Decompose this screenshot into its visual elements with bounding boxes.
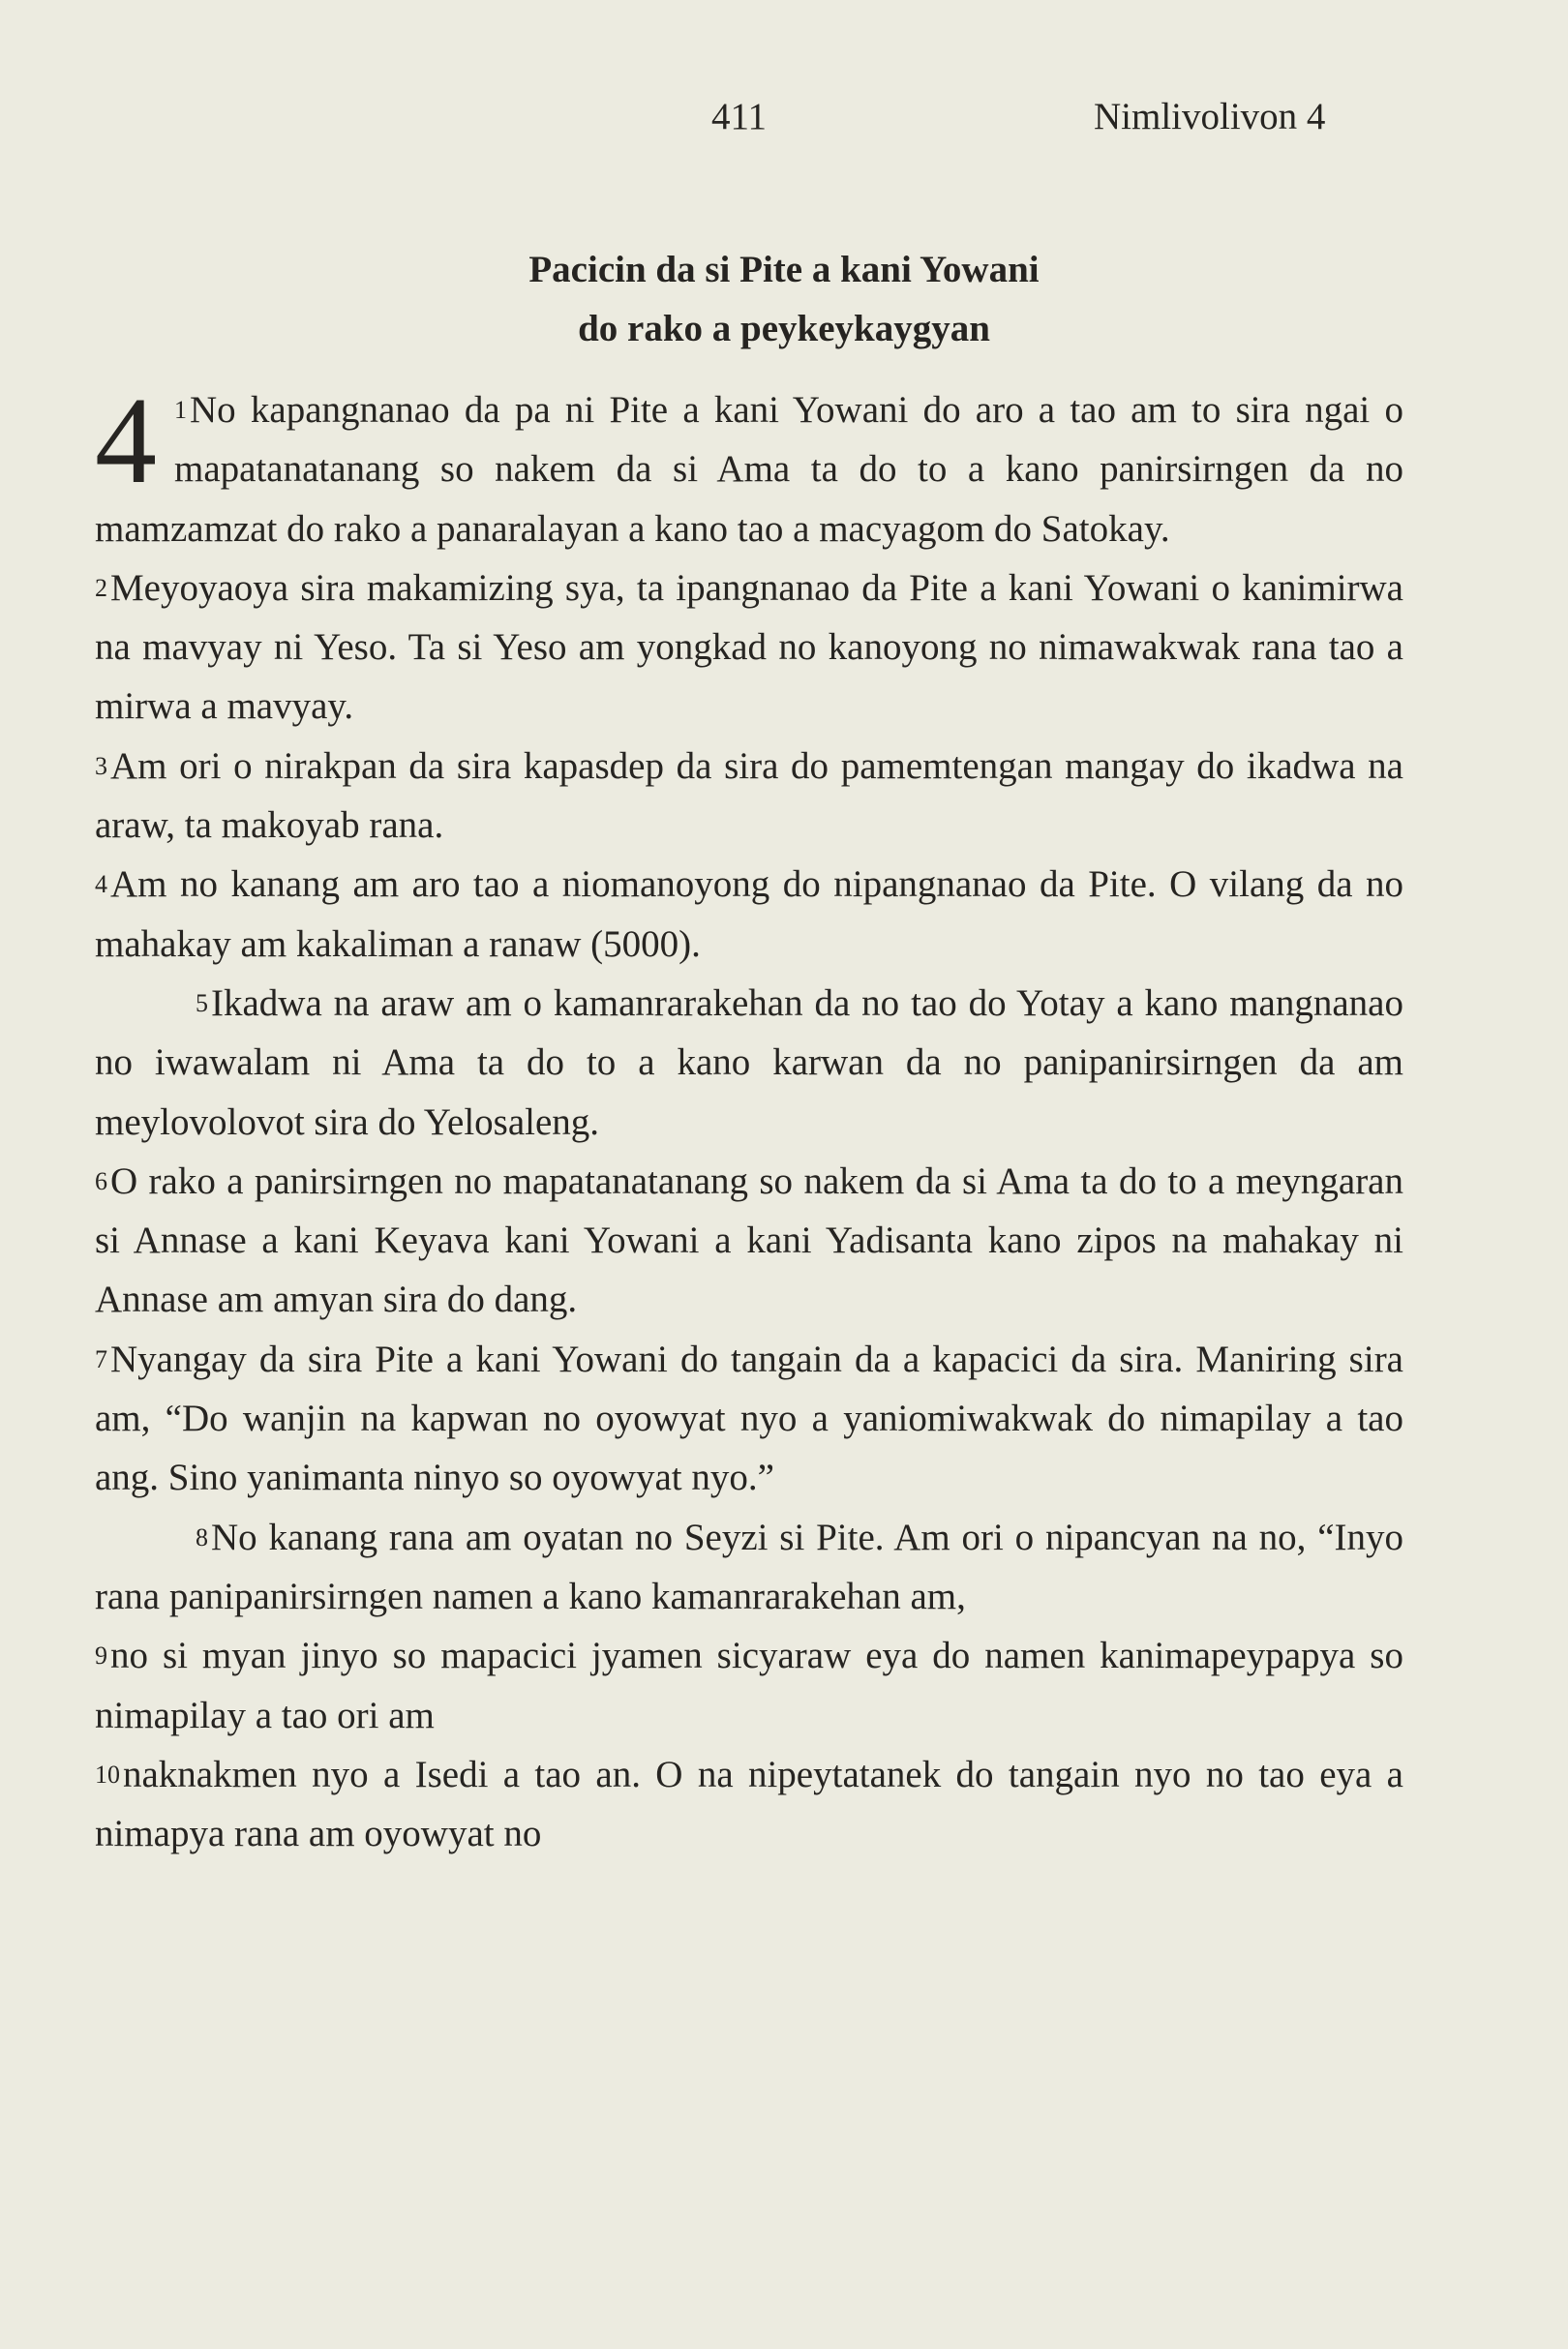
verse-number: 3	[95, 751, 107, 780]
verse-text: Am no kanang am aro tao a niomanoyong do nipangnanao da Pite. O vilang da no mahakay am kakaliman a ranaw (5000).	[95, 863, 1403, 965]
verse-number: 1	[174, 396, 187, 424]
verse-text: Meyoyaoya sira makamizing sya, ta ipangnanao da Pite a kani Yowani o kanimirwa na mavyay ni Yeso. Ta si Yeso am yongkad no kanoyong no nimawakwak rana tao a mirwa a mavyay.	[95, 566, 1403, 728]
verse	[95, 1626, 1403, 1745]
verse-number: 10	[95, 1760, 120, 1789]
verse-number: 5	[196, 988, 208, 1017]
chapter-number: 4	[95, 372, 157, 509]
verse-number: 2	[95, 573, 107, 602]
verse	[95, 1152, 1403, 1330]
page-number: 411	[711, 96, 768, 137]
verse-number: 8	[196, 1522, 208, 1551]
verse	[95, 1508, 1403, 1627]
page-header	[0, 89, 1568, 147]
body-text	[95, 372, 1403, 1863]
verse-number: 4	[95, 870, 107, 899]
verse-number: 9	[95, 1641, 107, 1671]
book-chapter-title: Nimlivolivon 4	[1094, 96, 1326, 137]
verse-text: Nyangay da sira Pite a kani Yowani do tangain da a kapacici da sira. Maniring sira am, “Do wanjin na kapwan no oyowyat nyo a yaniomiwakwak do nimapilay a tao ang. Sino yanimanta ninyo so oyowyat nyo.”	[95, 1338, 1403, 1499]
verse-number: 7	[95, 1344, 107, 1373]
verse-text: no si myan jinyo so mapacici jyamen sicyaraw eya do namen kanimapeypapya so nimapilay a tao ori am	[95, 1635, 1403, 1736]
section-title-line: do rako a peykeykaygyan	[578, 308, 990, 349]
verse-text: naknakmen nyo a Isedi a tao an. O na nipeytatanek do tangain nyo no tao eya a nimapya rana am oyowyat no	[95, 1753, 1403, 1855]
verse	[95, 558, 1403, 737]
verse	[95, 974, 1403, 1152]
verse-text: No kanang rana am oyatan no Seyzi si Pite. Am ori o nipancyan na no, “Inyo rana panipanirsirngen namen a kano kamanrarakehan am,	[95, 1516, 1403, 1617]
verse-text: Ikadwa na araw am o kamanrarakehan da no tao do Yotay a kano mangnanao no iwawalam ni Ama ta do to a kano karwan da no panipanirsirngen da am meylovolovot sira do Yelosaleng.	[95, 981, 1403, 1143]
verse	[95, 1330, 1403, 1508]
verse	[95, 855, 1403, 974]
verse	[95, 372, 1403, 558]
section-title	[0, 240, 1568, 358]
verse-number: 6	[95, 1166, 107, 1195]
verse-text: O rako a panirsirngen no mapatanatanang so nakem da si Ama ta do to a meyngaran si Annase a kani Keyava kani Yowani a kani Yadisanta kano zipos na mahakay ni Annase am amyan sira do dang.	[95, 1159, 1403, 1321]
verse-text: No kapangnanao da pa ni Pite a kani Yowani do aro a tao am to sira ngai o mapatanatanang so nakem da si Ama ta do to a kano panirsirngen da no mamzamzat do rako a panaralayan a kano tao a macyagom do Satokay.	[95, 389, 1403, 550]
verse	[95, 737, 1403, 856]
verse-text: Am ori o nirakpan da sira kapasdep da sira do pamemtengan mangay do ikadwa na araw, ta makoyab rana.	[95, 744, 1403, 847]
section-title-line: Pacicin da si Pite a kani Yowani	[528, 249, 1040, 290]
verse	[95, 1745, 1403, 1864]
